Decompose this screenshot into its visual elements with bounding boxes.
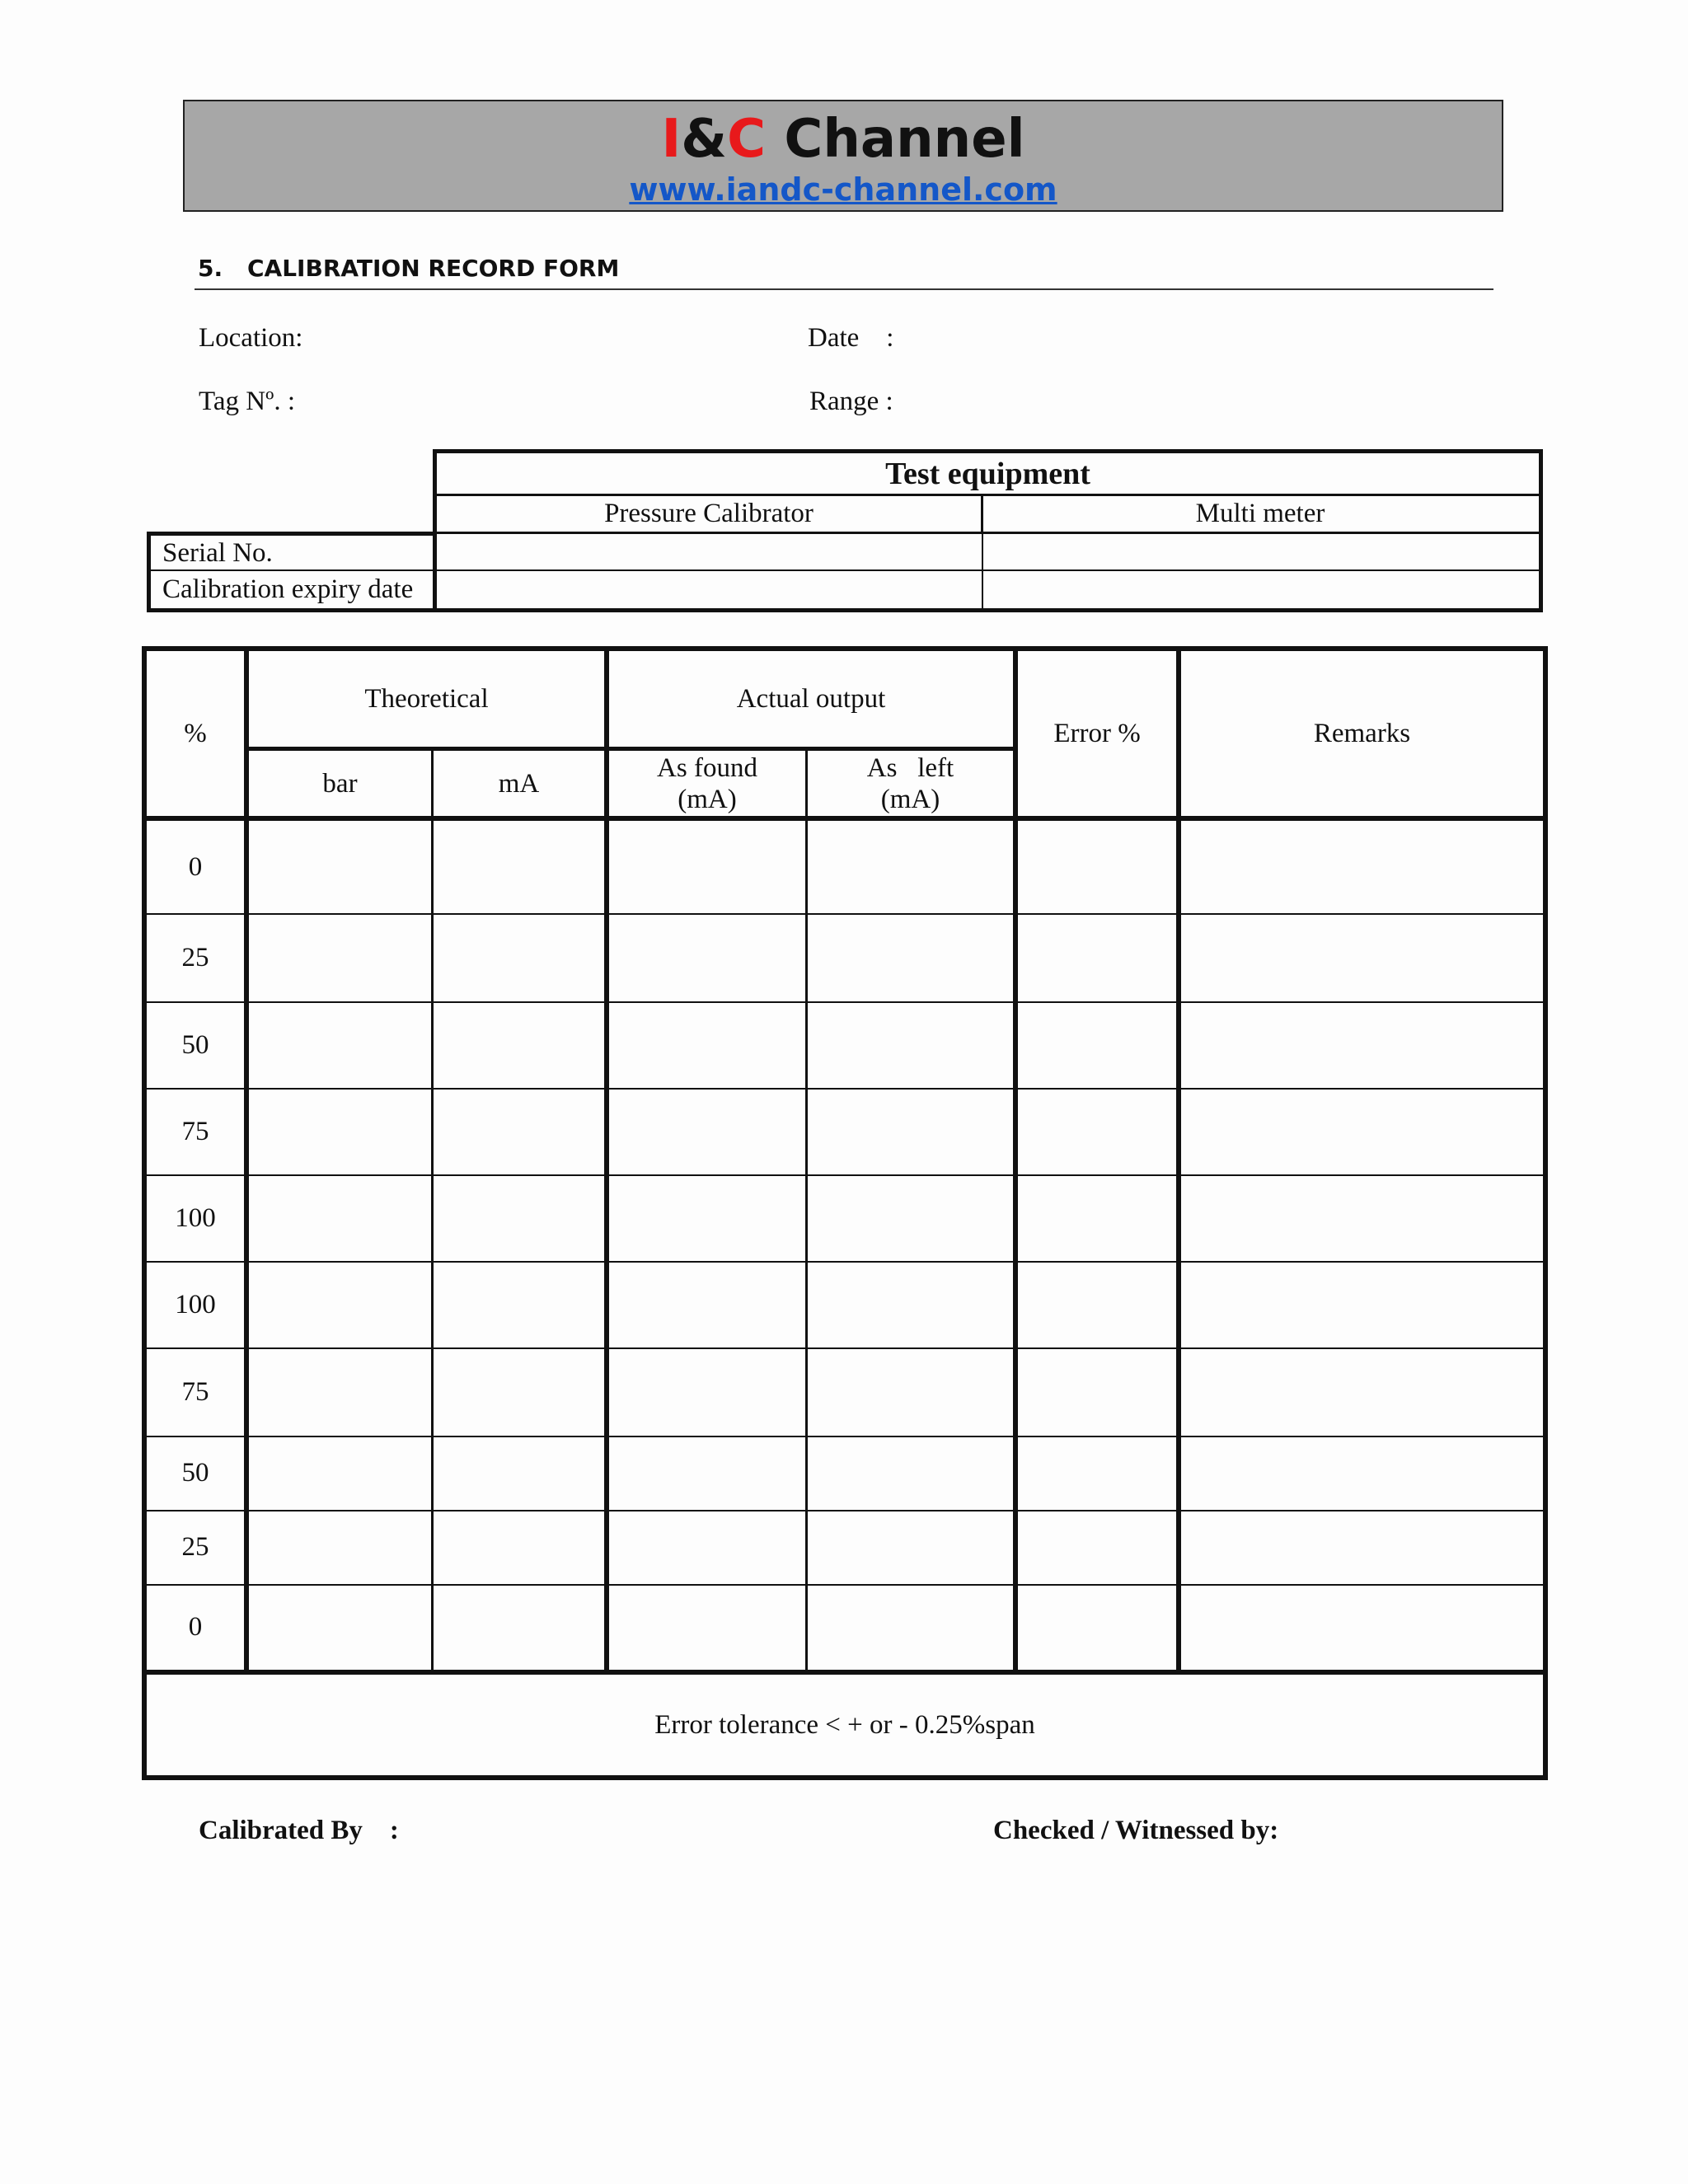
percent-value: 75 bbox=[181, 1376, 209, 1407]
ma-cell[interactable] bbox=[434, 1510, 604, 1584]
remarks-cell[interactable] bbox=[1181, 1347, 1543, 1436]
as-found-header: As found (mA) bbox=[657, 752, 757, 814]
percent-value: 50 bbox=[181, 1458, 209, 1488]
table-row bbox=[147, 1347, 1543, 1436]
bar-cell[interactable] bbox=[249, 1347, 431, 1436]
ma-cell[interactable] bbox=[434, 1261, 604, 1347]
ma-cell[interactable] bbox=[434, 1088, 604, 1174]
percent-value: 0 bbox=[188, 852, 203, 882]
bar-cell[interactable] bbox=[249, 1088, 431, 1174]
as-left-cell[interactable] bbox=[808, 1001, 1013, 1088]
table-row bbox=[147, 821, 1543, 913]
remarks-cell[interactable] bbox=[1181, 821, 1543, 913]
row-divider bbox=[147, 1001, 1543, 1003]
table-row bbox=[147, 1174, 1543, 1261]
bar-cell[interactable] bbox=[249, 913, 431, 1001]
error-tolerance-note: Error tolerance < + or - 0.25%span bbox=[654, 1710, 1035, 1740]
remarks-cell[interactable] bbox=[1181, 1174, 1543, 1261]
as-left-cell[interactable] bbox=[808, 821, 1013, 913]
percent-header: % bbox=[184, 719, 207, 748]
row-divider bbox=[147, 913, 1543, 915]
error-cell[interactable] bbox=[1018, 913, 1176, 1001]
percent-value: 50 bbox=[181, 1029, 209, 1060]
remarks-cell[interactable] bbox=[1181, 1001, 1543, 1088]
error-cell[interactable] bbox=[1018, 1436, 1176, 1510]
bar-cell[interactable] bbox=[249, 1436, 431, 1510]
bar-cell[interactable] bbox=[249, 1001, 431, 1088]
as-found-cell[interactable] bbox=[609, 1001, 805, 1088]
error-cell[interactable] bbox=[1018, 1001, 1176, 1088]
location-label: Location: bbox=[199, 323, 303, 353]
ma-cell[interactable] bbox=[434, 1436, 604, 1510]
error-cell[interactable] bbox=[1018, 821, 1176, 913]
as-found-cell[interactable] bbox=[609, 821, 805, 913]
remarks-header: Remarks bbox=[1313, 719, 1411, 748]
remarks-cell[interactable] bbox=[1181, 1584, 1543, 1670]
tag-number-label: Tag Nº. : bbox=[199, 387, 295, 416]
remarks-cell[interactable] bbox=[1181, 913, 1543, 1001]
actual-output-header: Actual output bbox=[736, 684, 886, 714]
error-percent-header: Error % bbox=[1053, 719, 1141, 748]
ma-cell[interactable] bbox=[434, 1347, 604, 1436]
bar-cell[interactable] bbox=[249, 1174, 431, 1261]
ma-cell[interactable] bbox=[434, 821, 604, 913]
theoretical-header: Theoretical bbox=[364, 684, 489, 714]
brand-title: I&C Channel bbox=[661, 109, 1025, 170]
ma-cell[interactable] bbox=[434, 1001, 604, 1088]
ma-cell[interactable] bbox=[434, 1584, 604, 1670]
row-divider bbox=[147, 1584, 1543, 1586]
bar-cell[interactable] bbox=[249, 1510, 431, 1584]
percent-value: 75 bbox=[181, 1116, 209, 1146]
serial-number-label: Serial No. bbox=[147, 532, 437, 571]
as-found-cell[interactable] bbox=[609, 1174, 805, 1261]
row-divider bbox=[147, 1261, 1543, 1263]
bar-cell[interactable] bbox=[249, 1584, 431, 1670]
table-row bbox=[147, 1088, 1543, 1174]
as-left-cell[interactable] bbox=[808, 1584, 1013, 1670]
as-left-header: As left (mA) bbox=[866, 752, 954, 814]
row-divider bbox=[147, 1088, 1543, 1090]
as-left-cell[interactable] bbox=[808, 1261, 1013, 1347]
pressure-calibrator-header: Pressure Calibrator bbox=[433, 494, 983, 534]
percent-value: 0 bbox=[188, 1612, 203, 1642]
error-cell[interactable] bbox=[1018, 1088, 1176, 1174]
as-found-cell[interactable] bbox=[609, 1088, 805, 1174]
as-left-cell[interactable] bbox=[808, 1510, 1013, 1584]
row-divider bbox=[147, 1510, 1543, 1511]
percent-value: 25 bbox=[181, 942, 209, 972]
remarks-cell[interactable] bbox=[1181, 1510, 1543, 1584]
section-number: 5. bbox=[198, 255, 223, 282]
remarks-cell[interactable] bbox=[1181, 1261, 1543, 1347]
website-link[interactable]: www.iandc-channel.com bbox=[629, 171, 1057, 208]
table-row bbox=[147, 1584, 1543, 1670]
ma-cell[interactable] bbox=[434, 1174, 604, 1261]
as-found-cell[interactable] bbox=[609, 913, 805, 1001]
bar-cell[interactable] bbox=[249, 821, 431, 913]
ma-cell[interactable] bbox=[434, 913, 604, 1001]
row-divider bbox=[147, 1174, 1543, 1176]
as-left-cell[interactable] bbox=[808, 1174, 1013, 1261]
as-found-cell[interactable] bbox=[609, 1347, 805, 1436]
date-label: Date : bbox=[808, 323, 894, 353]
remarks-cell[interactable] bbox=[1181, 1436, 1543, 1510]
checked-witnessed-label: Checked / Witnessed by: bbox=[993, 1816, 1279, 1845]
error-cell[interactable] bbox=[1018, 1261, 1176, 1347]
table-row bbox=[147, 1510, 1543, 1584]
calibration-expiry-label: Calibration expiry date bbox=[147, 569, 437, 612]
as-found-cell[interactable] bbox=[609, 1510, 805, 1584]
row-divider bbox=[147, 1347, 1543, 1349]
percent-value: 100 bbox=[175, 1289, 216, 1319]
as-left-cell[interactable] bbox=[808, 1436, 1013, 1510]
calibrated-by-label: Calibrated By : bbox=[199, 1816, 399, 1845]
test-equipment-title: Test equipment bbox=[433, 449, 1543, 496]
row-divider bbox=[147, 1436, 1543, 1437]
as-found-cell[interactable] bbox=[609, 1436, 805, 1510]
range-label: Range : bbox=[809, 387, 893, 416]
error-cell[interactable] bbox=[1018, 1174, 1176, 1261]
table-row bbox=[147, 1436, 1543, 1510]
bar-cell[interactable] bbox=[249, 1261, 431, 1347]
error-cell[interactable] bbox=[1018, 1510, 1176, 1584]
table-row bbox=[147, 1001, 1543, 1088]
table-row bbox=[147, 913, 1543, 1001]
table-row bbox=[147, 1261, 1543, 1347]
multimeter-header: Multi meter bbox=[982, 494, 1543, 534]
percent-value: 100 bbox=[175, 1202, 216, 1233]
as-found-cell[interactable] bbox=[609, 1261, 805, 1347]
as-left-cell[interactable] bbox=[808, 913, 1013, 1001]
ma-header: mA bbox=[498, 768, 540, 799]
bar-header: bar bbox=[322, 768, 358, 799]
as-found-cell[interactable] bbox=[609, 1584, 805, 1670]
remarks-cell[interactable] bbox=[1181, 1088, 1543, 1174]
error-cell[interactable] bbox=[1018, 1347, 1176, 1436]
as-left-cell[interactable] bbox=[808, 1088, 1013, 1174]
as-left-cell[interactable] bbox=[808, 1347, 1013, 1436]
error-cell[interactable] bbox=[1018, 1584, 1176, 1670]
percent-value: 25 bbox=[181, 1532, 209, 1562]
section-title: CALIBRATION RECORD FORM bbox=[247, 255, 620, 282]
